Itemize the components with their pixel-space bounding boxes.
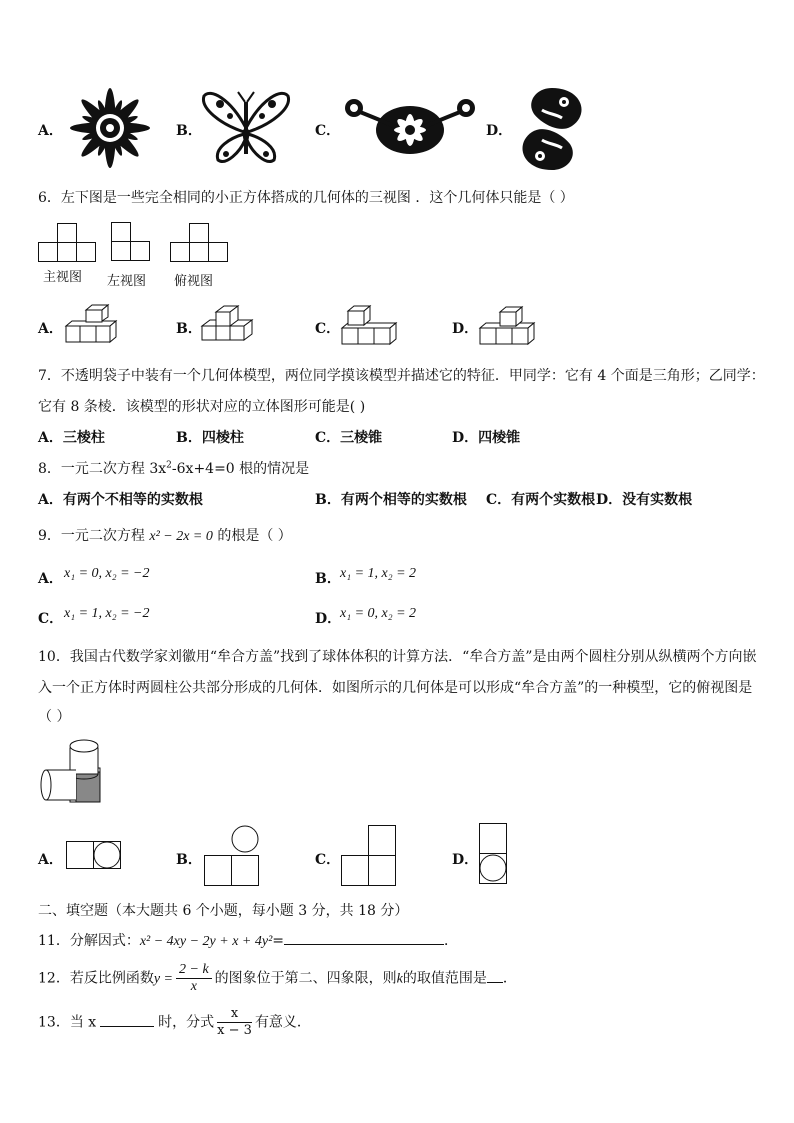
q13-answer-blank[interactable]	[100, 1026, 154, 1027]
q7-option-d: D．四棱锥	[452, 430, 521, 446]
q6-stem: 6．左下图是一些完全相同的小正方体搭成的几何体的三视图 ．这个几何体只能是（ ）	[38, 190, 574, 206]
q5-option-d-label: D．	[486, 123, 513, 139]
q8-option-d: D．没有实数根	[596, 492, 693, 508]
q10-option-a-label: A．	[38, 852, 63, 868]
q10-stem-line3: （ ）	[38, 709, 71, 725]
flower-pattern-image	[62, 86, 158, 170]
q6-option-b-label: B．	[176, 321, 202, 337]
q5-option-a-label: A．	[38, 123, 63, 139]
q10-stem-line1: 10．我国古代数学家刘徽用“牟合方盖”找到了球体体积的计算方法．“牟合方盖”是由两个圆柱分别从纵横两个方向嵌	[38, 649, 757, 665]
q6-option-a-cubes	[64, 304, 128, 346]
q9-option-b: x₁ = 1, x₂ = 2	[340, 566, 417, 581]
floral-ornament-image	[340, 94, 480, 164]
q11-stem: 11．分解因式：x² − 4xy − 2y + x + 4y²= ．	[38, 933, 459, 949]
q6-option-a-label: A．	[38, 321, 63, 337]
q9-stem: 9．一元二次方程 x² − 2x = 0 的根是（ ）	[38, 528, 292, 544]
top-view-figure	[170, 222, 234, 264]
q5-option-b-label: B．	[176, 123, 202, 139]
q10-option-c-figure	[341, 824, 401, 890]
q12-answer-blank[interactable]	[487, 982, 503, 983]
q10-option-d-label: D．	[452, 852, 479, 868]
top-view-label: 俯视图	[174, 274, 214, 289]
section-2-heading: 二、填空题（本大题共 6 个小题，每小题 3 分，共 18 分）	[38, 903, 409, 919]
q7-option-a: A．三棱柱	[38, 430, 105, 446]
q8-option-a: A．有两个不相等的实数根	[38, 492, 203, 508]
q6-option-b-cubes	[200, 304, 264, 346]
left-view-label: 左视图	[107, 274, 147, 289]
q8-stem: 8．一元二次方程 $3x^2-6x+4=0$ 根的情况是	[38, 460, 310, 477]
q7-stem-line2: 它有 8 条棱．该模型的形状对应的立体图形可能是( )	[38, 399, 366, 415]
q10-option-b-figure	[204, 824, 264, 890]
q10-option-b-label: B．	[176, 852, 202, 868]
q6-option-d-cubes	[478, 304, 542, 348]
q7-option-c: C．三棱锥	[315, 430, 383, 446]
q10-option-d-figure	[478, 822, 512, 888]
butterfly-image	[200, 88, 292, 168]
q11-answer-blank[interactable]	[284, 944, 444, 945]
q12-stem: 12．若反比例函数y = $\frac{2 - k}{x}$ 的图象位于第二、四象限，则k的取值范围是 ．	[38, 962, 517, 994]
q10-option-c-label: C．	[315, 852, 341, 868]
q8-option-b: B．有两个相等的实数根	[315, 492, 467, 508]
q10-stem-line2: 入一个正方体时两圆柱公共部分形成的几何体．如图所示的几何体是可以形成“牟合方盖”的一种模型，它的俯视图是	[38, 680, 753, 696]
q6-option-c-cubes	[340, 304, 404, 348]
cylinder-cube-model-figure	[40, 738, 106, 808]
front-view-label: 主视图	[43, 270, 83, 285]
q9-option-c: x₁ = 1, x₂ = −2	[64, 606, 150, 621]
q9-option-d-label: D．	[315, 611, 342, 627]
q9-option-b-label: B．	[315, 571, 341, 587]
q9-option-d: x₁ = 0, x₂ = 2	[340, 606, 417, 621]
q9-option-a-label: A．	[38, 571, 63, 587]
q13-stem: 13．当 x 时，分式 $\frac{x}{x - 3}$ 有意义．	[38, 1006, 311, 1038]
q9-option-c-label: C．	[38, 611, 64, 627]
q6-option-c-label: C．	[315, 321, 341, 337]
q7-stem-line1: 7．不透明袋子中装有一个几何体模型，两位同学摸该模型并描述它的特征．甲同学：它有 4 个面是三角形；乙同学：	[38, 368, 765, 384]
q6-option-d-label: D．	[452, 321, 479, 337]
q10-option-a-figure	[66, 838, 126, 872]
q7-option-b: B．四棱柱	[176, 430, 244, 446]
left-view-figure	[111, 220, 151, 264]
fish-paper-cut-image	[512, 84, 592, 174]
q9-option-a: x₁ = 0, x₂ = −2	[64, 566, 150, 581]
q5-option-c-label: C．	[315, 123, 341, 139]
front-view-figure	[38, 222, 102, 262]
q8-option-c: C．有两个实数根	[486, 492, 596, 508]
